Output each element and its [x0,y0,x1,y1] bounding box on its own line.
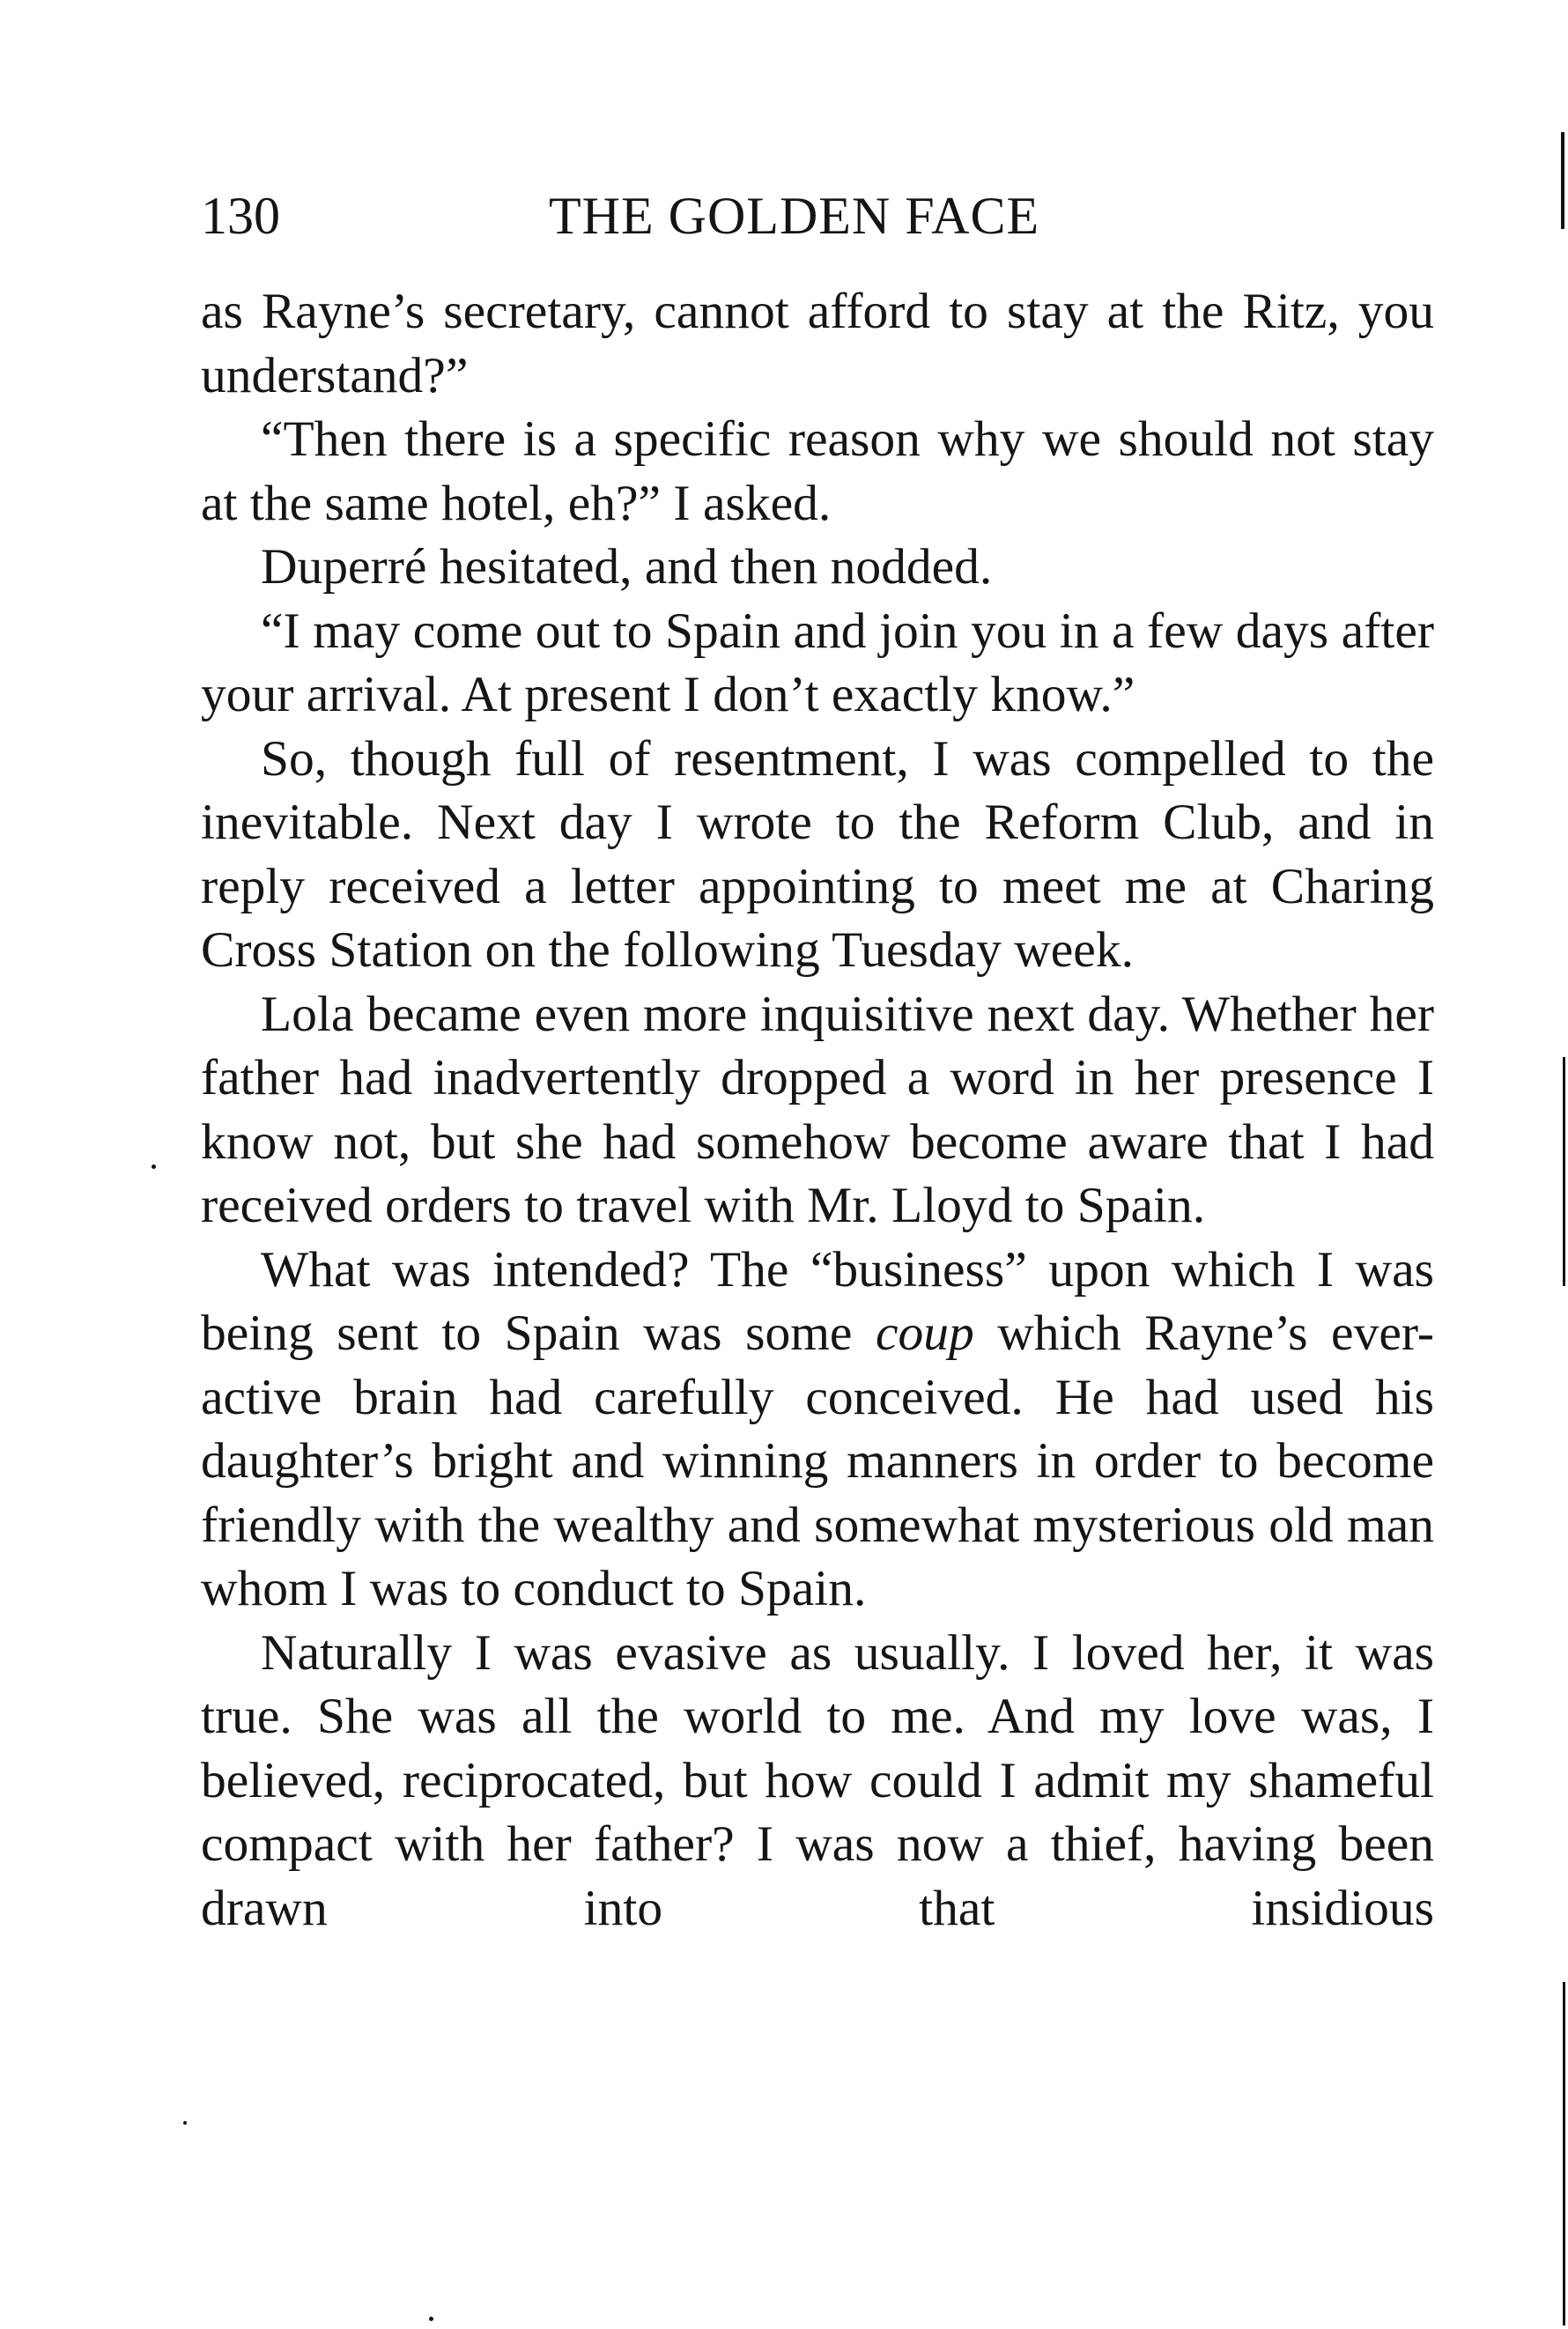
paragraph-5: So, though full of resentment, I was compelled to the inevitable. Next day I wrote to the Reform Club, and in reply received a letter appointing to meet me at Charing Cross Station on the following Tuesday week. [201,730,1434,978]
paragraph-7-text-b: which Rayne’s ever-active brain had carefully conceived. He had used his daughter’s bright and winning manners in order to become friendly with the wealthy and somewhat mysterious old man whom I was to conduct to Spain. [201,1305,1434,1616]
paragraph-7-text-a: What was intended? The “business” upon which I was being sent to Spain was some [201,1241,1434,1361]
scan-edge-mark [1563,1982,1565,2325]
paragraph-3: Duperré hesitated, and then nodded. [261,539,993,595]
italic-word: coup [875,1305,974,1361]
body-text [201,280,1434,1941]
page-header [201,181,1434,251]
paragraph-4: “I may come out to Spain and join you in a few days after your arrival. At present I don’t exactly know.” [201,603,1434,722]
paragraph-1: as Rayne’s secretary, cannot afford to stay at the Ritz, you understand?” [201,284,1434,403]
scan-speck [183,2121,187,2125]
scan-speck [429,2317,433,2321]
page-number: 130 [201,187,280,245]
scan-edge-mark [1563,1057,1565,1286]
paragraph-6: Lola became even more inquisitive next day. Whether her father had inadvertently dropped a word in her presence I know not, but she had somehow become aware that I had received orders to travel with Mr. Lloyd to Spain. [201,986,1434,1233]
scan-edge-mark [1561,132,1564,229]
paragraph-2: “Then there is a specific reason why we should not stay at the same hotel, eh?” I asked. [201,411,1434,531]
scan-speck [152,1164,156,1169]
paragraph-7 [201,1238,1434,1622]
running-title: THE GOLDEN FACE [549,187,1040,245]
paragraph-8: Naturally I was evasive as usually. I loved her, it was true. She was all the world to me. And my love was, I believed, reciprocated, but how could I admit my shameful compact with her father? I was now a thief, having been drawn into that insidious [201,1624,1434,1936]
